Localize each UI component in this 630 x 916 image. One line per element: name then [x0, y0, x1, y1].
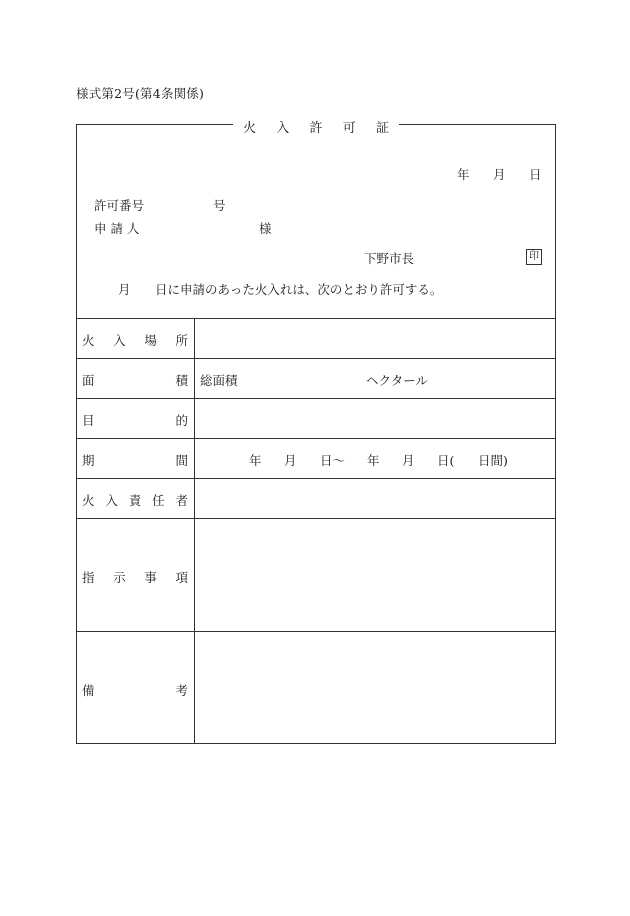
title-char: 可 [342, 121, 356, 136]
label-char: 場 [144, 333, 157, 348]
issue-date-month: 月 [493, 167, 506, 182]
label-char: 火 [82, 333, 95, 348]
period-start-day: 日〜 [320, 453, 346, 468]
area-label [82, 371, 188, 389]
label-char: 所 [175, 333, 188, 348]
label-char: 入 [105, 493, 118, 508]
row-divider [76, 398, 556, 399]
permit-form-frame [76, 124, 556, 744]
responsible-label [82, 491, 188, 509]
applicant-label: 申 請 人 [94, 221, 140, 236]
form-title [233, 117, 399, 136]
instructions-label [82, 568, 188, 586]
title-char: 火 [243, 121, 257, 136]
label-char: 事 [144, 570, 157, 585]
title-char: 証 [375, 121, 389, 136]
label-char: 的 [175, 413, 188, 428]
label-char: 面 [82, 373, 95, 388]
column-divider [194, 318, 195, 744]
label-char: 備 [82, 683, 95, 698]
row-divider [76, 518, 556, 519]
label-char: 火 [82, 493, 95, 508]
label-char: 指 [82, 570, 95, 585]
label-char: 期 [82, 453, 95, 468]
issuer-name: 下野市長 [364, 251, 415, 266]
row-divider [76, 438, 556, 439]
remarks-label [82, 681, 188, 699]
applicant-suffix: 様 [259, 221, 272, 236]
permit-number-label: 許可番号 [94, 198, 145, 213]
label-char: 入 [113, 333, 126, 348]
period-end-day: 日( [437, 453, 455, 468]
issue-date-day: 日 [529, 167, 542, 182]
label-char: 任 [152, 493, 165, 508]
label-char: 目 [82, 413, 95, 428]
period-days: 日間) [478, 453, 508, 468]
label-char: 示 [113, 570, 126, 585]
row-divider [76, 318, 556, 319]
statement-month: 月 [118, 282, 131, 297]
row-divider [76, 478, 556, 479]
issue-date-year: 年 [457, 167, 470, 182]
location-label [82, 331, 188, 349]
label-char: 責 [128, 493, 142, 508]
statement-text: 日に申請のあった火入れは、次のとおり許可する。 [155, 282, 443, 297]
label-char: 間 [175, 453, 188, 468]
area-unit: ヘクタール [366, 373, 429, 388]
label-char: 積 [175, 373, 188, 388]
purpose-label [82, 411, 188, 429]
period-end-month: 月 [402, 453, 415, 468]
title-char: 許 [309, 121, 323, 136]
area-total-prefix: 総面積 [200, 373, 238, 388]
title-char: 入 [276, 121, 290, 136]
label-char: 者 [175, 493, 188, 508]
label-char: 項 [175, 570, 188, 585]
period-label [82, 451, 188, 469]
period-start-month: 月 [284, 453, 297, 468]
seal-mark: 印 [526, 249, 542, 265]
period-start-year: 年 [249, 453, 262, 468]
permit-number-suffix: 号 [213, 198, 226, 213]
form-number: 様式第2号(第4条関係) [76, 86, 205, 101]
period-end-year: 年 [367, 453, 380, 468]
row-divider [76, 358, 556, 359]
row-divider [76, 631, 556, 632]
label-char: 考 [175, 683, 188, 698]
